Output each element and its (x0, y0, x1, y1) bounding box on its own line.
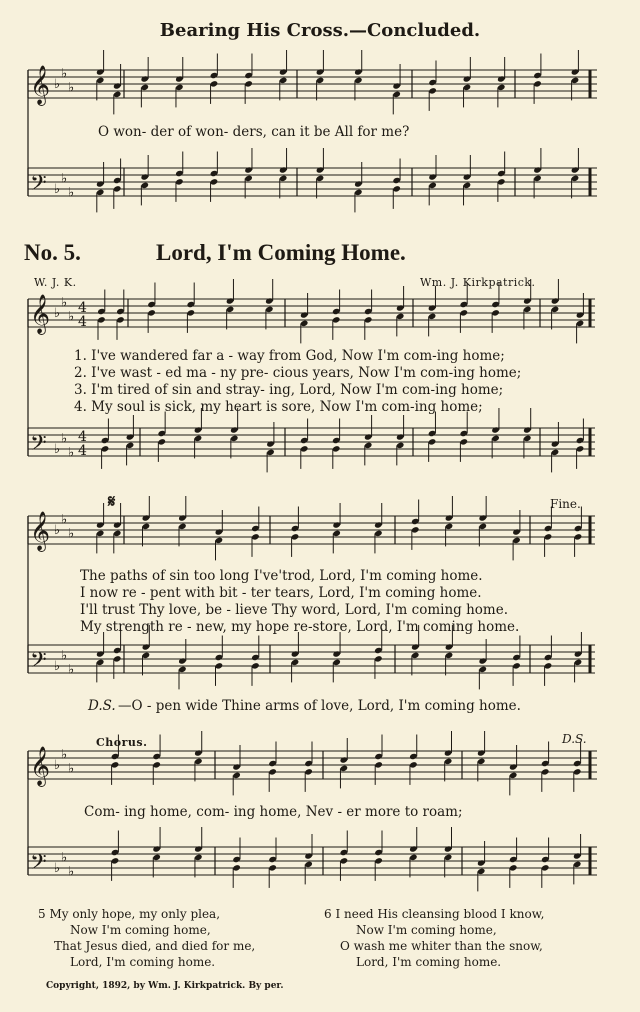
segno-icon: 𝄋 (108, 492, 116, 512)
hymn-number: No. 5. (24, 240, 81, 265)
section-title: Bearing His Cross.—Concluded. (159, 20, 481, 41)
treble-clef-icon: 𝄞 (30, 65, 51, 105)
ds-mark: D.S. (88, 698, 116, 714)
time-signature: 4 (78, 300, 87, 316)
verse-line-1: 3. I'm tired of sin and stray- ing, Lord, Now I'm com-ing home; (74, 382, 504, 398)
flat-icon: ♭ (54, 182, 61, 197)
time-signature: 4 (78, 314, 87, 330)
music-credit: Wm. J. Kirkpatrick. (420, 276, 536, 289)
flat-icon: ♭ (54, 659, 61, 674)
stanza-5-line: 5 My only hope, my only plea, (38, 907, 221, 921)
stanza-6-line: Now I'm coming home, (356, 923, 497, 937)
flat-icon: ♭ (68, 864, 75, 880)
time-signature: 4 (78, 443, 87, 459)
verse-line-1: 2. I've wast - ed ma - ny pre- cious years, Now I'm com-ing home; (74, 365, 522, 381)
flat-icon: ♭ (68, 80, 75, 96)
flat-icon: ♭ (68, 526, 75, 542)
bass-clef-icon: 𝄢 (30, 431, 47, 461)
flat-icon: ♭ (54, 861, 61, 876)
flat-icon: ♭ (68, 761, 75, 777)
flat-icon: ♭ (54, 306, 61, 321)
verse-line-2: I'll trust Thy love, be - lieve Thy word, Lord, I'm coming home. (80, 602, 508, 618)
verse-line-1: 4. My soul is sick, my heart is sore, Now I'm com-ing home; (74, 399, 483, 415)
stanza-6-line: 6 I need His cleansing blood I know, (324, 907, 545, 921)
flat-icon: ♭ (54, 758, 61, 773)
bass-clef-icon: 𝄢 (30, 171, 47, 201)
time-signature: 4 (78, 429, 87, 445)
flat-icon: ♭ (61, 747, 68, 763)
flat-icon: ♭ (68, 662, 75, 678)
stanza-5-line: Lord, I'm coming home. (70, 955, 216, 969)
verse-line-1: 1. I've wandered far a - way from God, Now I'm com-ing home; (74, 348, 505, 364)
flat-icon: ♭ (54, 442, 61, 457)
stanza-6-line: Lord, I'm coming home. (356, 955, 502, 969)
bass-clef-icon: 𝄢 (30, 850, 47, 880)
stanza-5-line: Now I'm coming home, (70, 923, 211, 937)
words-credit: W. J. K. (34, 276, 77, 289)
flat-icon: ♭ (61, 512, 68, 528)
ds-lyric: —O - pen wide Thine arms of love, Lord, I'm coming home. (118, 698, 521, 714)
stanza-5-line: That Jesus died, and died for me, (54, 939, 256, 953)
chorus-label: Chorus. (96, 736, 148, 749)
flat-icon: ♭ (54, 523, 61, 538)
flat-icon: ♭ (61, 431, 68, 447)
flat-icon: ♭ (61, 295, 68, 311)
fine-mark: Fine. (550, 497, 581, 511)
verse-line-2: The paths of sin too long I've'trod, Lord, I'm coming home. (80, 568, 483, 584)
bass-clef-icon: 𝄢 (30, 648, 47, 678)
flat-icon: ♭ (61, 648, 68, 664)
flat-icon: ♭ (68, 309, 75, 325)
treble-clef-icon: 𝄞 (30, 294, 51, 334)
stanza-6-line: O wash me whiter than the snow, (340, 939, 543, 953)
treble-clef-icon: 𝄞 (30, 511, 51, 551)
copyright: Copyright, 1892, by Wm. J. Kirkpatrick. By per. (46, 981, 284, 991)
flat-icon: ♭ (54, 77, 61, 92)
chorus-ds-mark: D.S. (562, 732, 587, 746)
hymn-title: Lord, I'm Coming Home. (156, 240, 406, 265)
verse-line-2: My strength re - new, my hope re-store, Lord, I'm coming home. (80, 619, 520, 635)
flat-icon: ♭ (61, 66, 68, 82)
header-lyric: O won- der of won- ders, can it be All for me? (98, 124, 410, 140)
flat-icon: ♭ (61, 171, 68, 187)
flat-icon: ♭ (68, 185, 75, 201)
flat-icon: ♭ (68, 445, 75, 461)
chorus-lyric: Com- ing home, com- ing home, Nev - er more to roam; (84, 804, 463, 820)
treble-clef-icon: 𝄞 (30, 746, 51, 786)
verse-line-2: I now re - pent with bit - ter tears, Lord, I'm coming home. (80, 585, 482, 601)
flat-icon: ♭ (61, 850, 68, 866)
